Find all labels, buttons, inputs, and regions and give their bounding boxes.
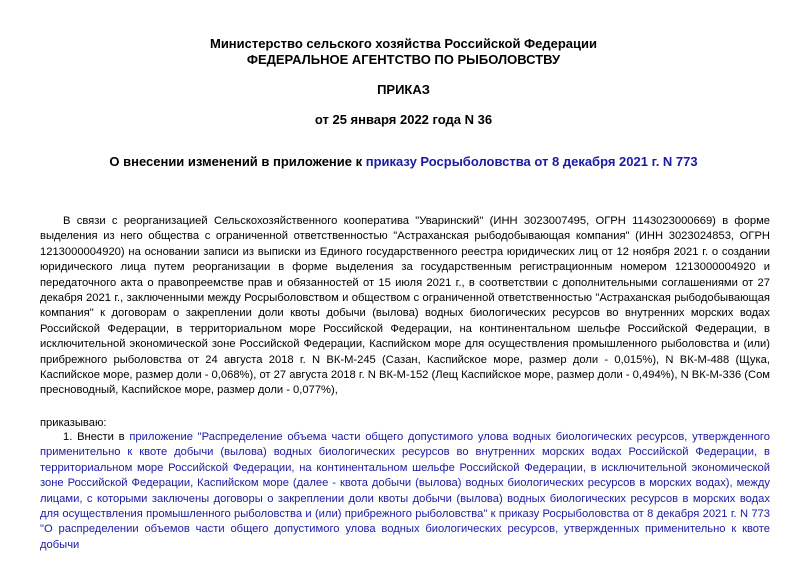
paragraph-preamble: В связи с реорганизацией Сельскохозяйственного кооператива "Уваринский" (ИНН 3023007495, ОГРН 1143023000669) в форме выделения из него общества с ограниченной ответственностью "Астраханская рыбодобывающая компания" (ИНН 3023024853, ОГРН 1213000004920) на основании записи из выписки из Единого государственного реестра юридических лиц от 12 ноября 2021 г. о создании юридического лица путем реорганизации в форме выделения за государственным регистрационным номером 1213000004920 и передаточного акта о правопреемстве прав и обязанностей от 15 июля 2021 г., в соответствии с дополнительными соглашениями от 27 декабря 2021 г., заключенными между Росрыболовством и обществом с ограниченной ответственностью "Астраханская рыбодобывающая компания" к договорам о закреплении доли квоты добычи (вылова) водных биологических ресурсов во внутренних морских водах Российской Федерации, в территориальном море Российской Федерации, на континентальном шельфе Российской Федерации, в исключительной экономической зоне Российской Федерации, Каспийском море для осуществления промышленного рыболовства и (или) прибрежного рыболовства от 24 августа 2018 г. N ВК-М-245 (Сазан, Каспийское море, размер доли - 0,015%), N ВК-М-488 (Щука, Каспийское море, размер доли - 0,068%), от 27 августа 2018 г. N ВК-М-152 (Лещ Каспийское море, размер доли - 0,494%), N ВК-М-336 (Сом пресноводный, Каспийское море, размер доли - 0,077%), — [40, 215, 770, 397]
document-title — [0, 154, 807, 170]
date-number-heading: от 25 января 2022 года N 36 — [314, 112, 493, 127]
title-prefix: О внесении изменений в приложение к — [109, 154, 366, 169]
item-1-prefix: 1. Внести в — [63, 431, 130, 443]
order-773-link[interactable]: приказу Росрыболовства от 8 декабря 2021 г. N 773 — [365, 154, 698, 169]
agency-heading: ФЕДЕРАЛЬНОЕ АГЕНТСТВО ПО РЫБОЛОВСТВУ — [246, 52, 561, 67]
ministry-heading: Министерство сельского хозяйства Российской Федерации — [209, 36, 597, 51]
order-word: приказываю: — [40, 417, 107, 429]
doc-type-heading: ПРИКАЗ — [377, 82, 430, 97]
appendix-link[interactable]: приложение "Распределение объема части общего допустимого улова водных биологических ресурсов, утвержденного применительно к квоте добычи (вылова) водных биологических ресурсов во внутренних морских водах Российской Федерации, в территориальном море Российской Федерации, на континентальном шельфе Российской Федерации, в исключительной экономической зоне Российской Федерации, Каспийском море (далее - квота добычи (вылова) водных биологических ресурсов в морских водах), между лицами, с которыми заключены договоры о закреплении доли квоты добычи (вылова) водных биологических ресурсов в морских водах для осуществления промышленного рыболовства и (или) прибрежного рыболовства" к приказу Росрыболовства от 8 декабря 2021 г. N 773 "О распределении объемов части общего допустимого улова водных биологических ресурсов, утвержденных применительно к квоте добычи — [40, 431, 770, 551]
item-1-paragraph — [40, 430, 770, 553]
